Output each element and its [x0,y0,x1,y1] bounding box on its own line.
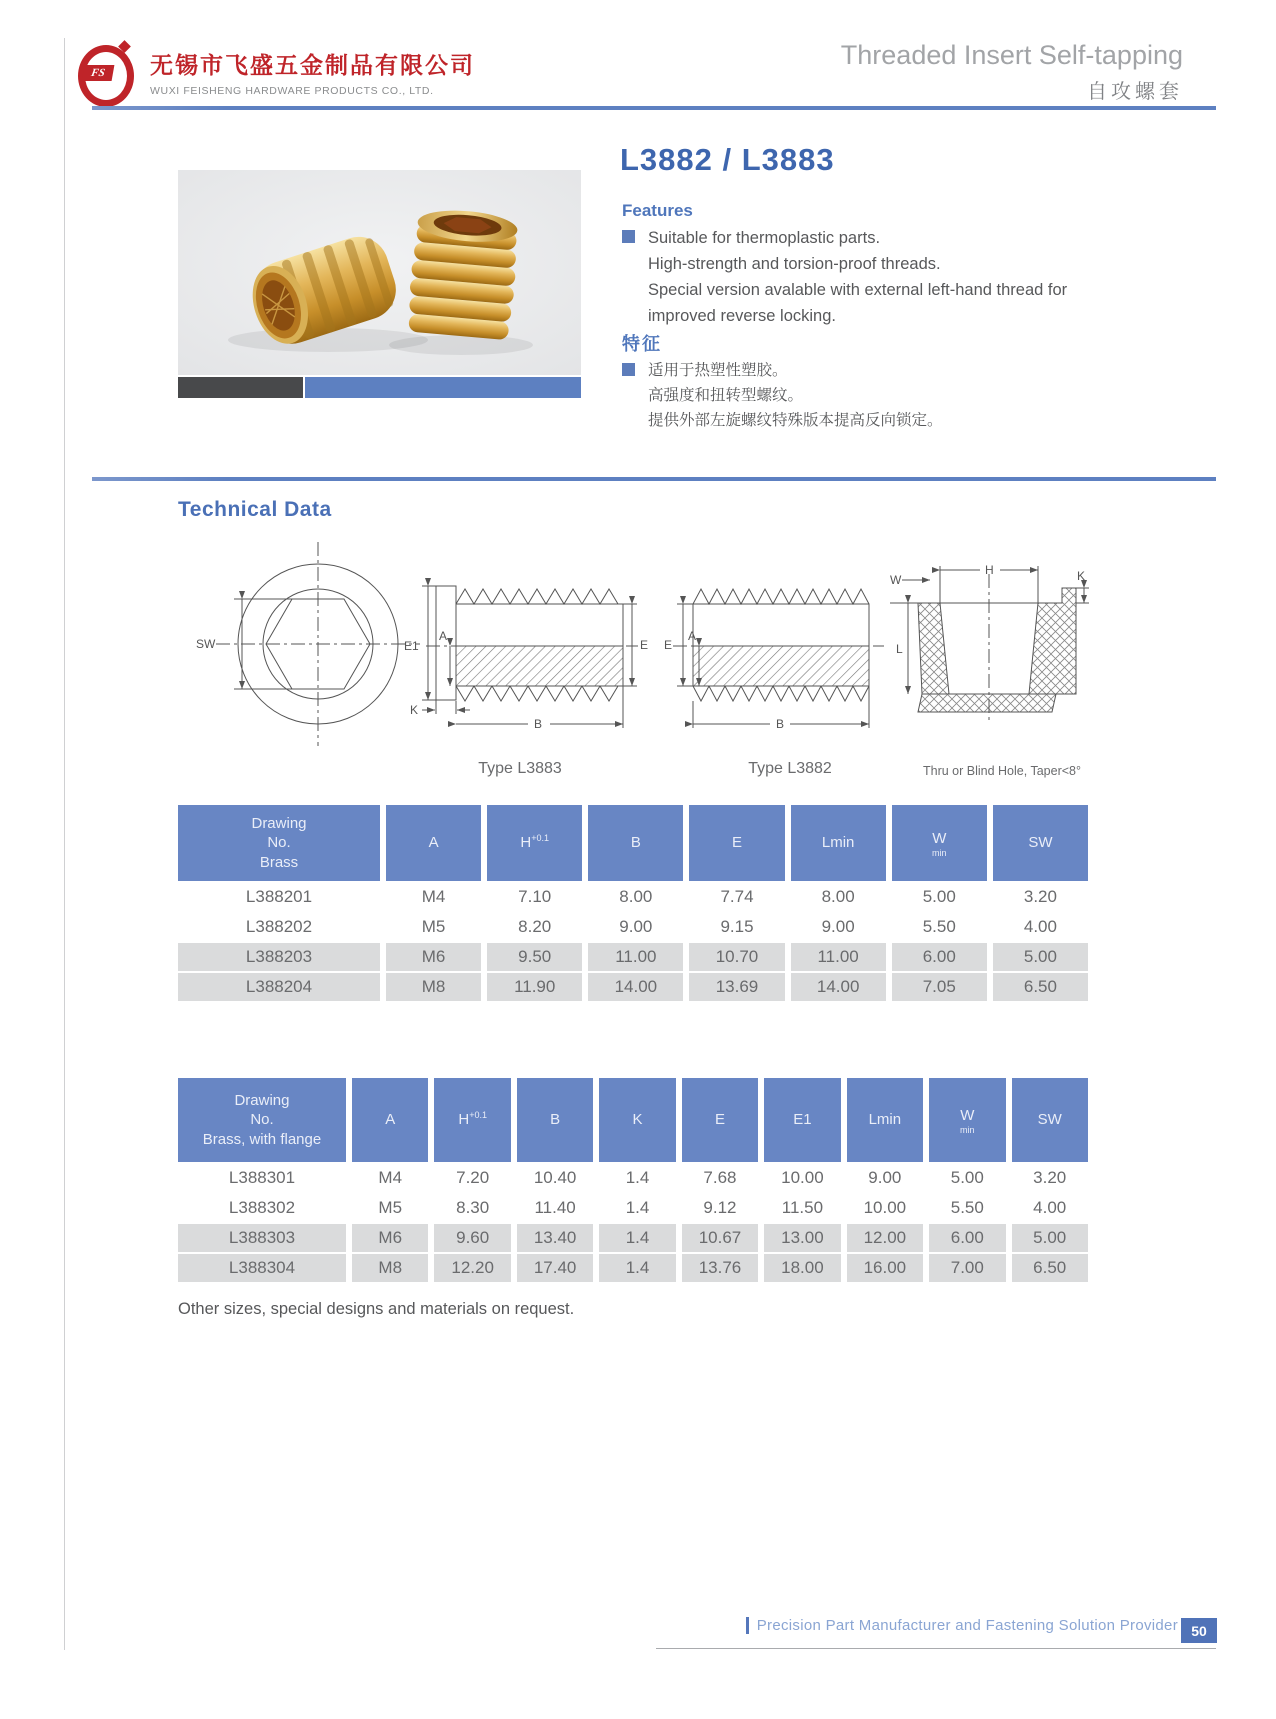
dim-value: 13.76 [682,1254,758,1282]
dim-value: 8.00 [619,887,653,906]
dim-label-b: B [534,717,543,731]
dim-label-w: W [890,573,902,587]
dim-value: 4.00 [1023,917,1057,936]
column-header: Lmin [847,1078,923,1162]
photo-caption-bar-dark [178,377,303,398]
footer [400,1617,1178,1634]
feature-bullet-icon [622,230,635,243]
technical-data-title: Technical Data [178,498,332,521]
company-name-en: WUXI FEISHENG HARDWARE PRODUCTS CO., LTD. [150,85,434,97]
features-list-en [648,225,1110,329]
logo-text: FS [82,65,115,81]
dim-value: 12.20 [434,1254,510,1282]
dim-label-k: K [1077,569,1086,583]
dim-value: 10.67 [682,1224,758,1252]
dim-value: M5 [378,1198,403,1217]
table-row [178,973,1088,1001]
dim-value: 12.00 [847,1224,923,1252]
column-header: E [689,805,784,881]
page-edge-line [64,38,65,1650]
table-row [178,1164,1088,1192]
table-row [178,1194,1088,1222]
table-row [178,1254,1088,1282]
dim-value: 7.00 [929,1254,1005,1282]
dim-value: 7.05 [892,973,987,1001]
dim-label-a: A [439,629,448,643]
column-header: Drawing No. Brass [178,805,380,881]
dim-value: 8.20 [518,917,552,936]
company-logo [76,42,134,104]
features-title-cn: 特征 [622,334,662,354]
dim-label-a: A [688,629,697,643]
dim-value: 7.10 [518,887,552,906]
dim-value: 8.30 [456,1198,490,1217]
dim-value: 7.68 [703,1168,737,1187]
drawing-number: L388303 [178,1224,346,1252]
footer-divider [656,1648,1216,1649]
dim-label-sw: SW [196,637,216,651]
dim-label-e: E [664,638,673,652]
table-header-row [178,805,1088,881]
product-photo [178,170,581,375]
footer-accent-bar [746,1617,749,1634]
dim-value: 6.50 [993,973,1088,1001]
header-divider [92,106,1216,110]
dim-value: 13.40 [517,1224,593,1252]
dim-value: 16.00 [847,1254,923,1282]
drawing-caption-l3882: Type L3882 [748,760,832,777]
dim-value: 5.00 [1012,1224,1088,1252]
column-header: SW [993,805,1088,881]
drawing-number: L388302 [228,1198,296,1217]
dimension-table-brass [178,805,1088,1003]
dim-value: 1.4 [599,1254,675,1282]
column-header: K [599,1078,675,1162]
dim-value: M8 [352,1254,428,1282]
dim-value: M4 [421,887,446,906]
dim-value: 7.20 [456,1168,490,1187]
feature-item: Suitable for thermoplastic parts. [648,229,881,247]
dim-value: 10.40 [533,1168,577,1187]
dim-value: M6 [386,943,481,971]
dim-value: 17.40 [517,1254,593,1282]
dim-value: 11.00 [588,943,683,971]
table-row [178,1224,1088,1252]
dim-value: 1.4 [599,1224,675,1252]
dim-value: 13.69 [689,973,784,1001]
dim-label-b: B [776,717,785,731]
dim-value: 5.50 [922,917,956,936]
feature-bullet-icon [622,363,635,376]
dim-value: 1.4 [625,1168,650,1187]
dim-label-k: K [410,703,419,717]
page-title-en: Threaded Insert Self-tapping [840,40,1183,70]
dim-value: 14.00 [588,973,683,1001]
dim-value: 6.00 [929,1224,1005,1252]
column-header: Lmin [791,805,886,881]
feature-item: 提供外部左旋螺纹特殊版本提高反向锁定。 [648,412,943,429]
table-row [178,913,1088,941]
drawing-caption-l3883: Type L3883 [478,760,562,777]
dim-value: 5.00 [993,943,1088,971]
table-row [178,943,1088,971]
page-title-cn: 自攻螺套 [1087,81,1183,103]
dim-value: 14.00 [791,973,886,1001]
dimension-table-brass-flange [178,1078,1088,1284]
dim-value: 9.12 [703,1198,737,1217]
page-number-badge: 50 [1181,1618,1217,1643]
dim-value: 9.00 [619,917,653,936]
feature-item: 适用于热塑性塑胶。 [648,362,788,379]
features-title-en: Features [622,201,693,220]
footer-tagline: Precision Part Manufacturer and Fastening Solution Provider [756,1617,1178,1634]
dim-value: 9.00 [868,1168,902,1187]
column-header: W min [929,1078,1005,1162]
drawing-number: L388304 [178,1254,346,1282]
dim-value: 1.4 [625,1198,650,1217]
product-photo-image [178,170,581,375]
feature-item: High-strength and torsion-proof threads. [648,255,941,273]
dim-value: 9.60 [434,1224,510,1252]
drawing-number: L388202 [245,917,313,936]
column-header: A [352,1078,428,1162]
dim-label-e: E [640,638,649,652]
dim-value: 7.74 [720,887,754,906]
column-header: $H^{+0.1}$ [487,805,582,881]
dim-value: 10.00 [781,1168,824,1187]
dim-value: M6 [352,1224,428,1252]
column-header: SW [1012,1078,1088,1162]
company-name-block [150,47,475,97]
dim-value: M8 [386,973,481,1001]
column-header: E1 [764,1078,840,1162]
column-header: $H^{+0.1}$ [434,1078,510,1162]
drawing-caption-hole: Thru or Blind Hole, Taper<8° [923,764,1081,778]
technical-drawings [178,528,1090,756]
footnote: Other sizes, special designs and materials on request. [178,1300,575,1318]
dim-value: 11.40 [534,1198,576,1217]
column-header: Drawing No. Brass, with flange [178,1078,346,1162]
drawing-number: L388203 [178,943,380,971]
features-list-cn [648,358,1110,433]
dim-value: 6.00 [892,943,987,971]
column-header: A [386,805,481,881]
feature-item: 高强度和扭转型螺纹。 [648,387,804,404]
dim-value: 9.50 [487,943,582,971]
drawing-number: L388204 [178,973,380,1001]
dim-label-l: L [896,642,903,656]
company-name-cn: 无锡市飞盛五金制品有限公司 [150,52,475,78]
dim-value: 11.90 [487,973,582,1001]
dim-value: 9.00 [821,917,855,936]
dim-value: 13.00 [764,1224,840,1252]
dim-value: 5.00 [950,1168,984,1187]
drawing-number: L388201 [245,887,313,906]
dim-value: M5 [421,917,446,936]
product-model-title: L3882 / L3883 [620,142,835,177]
dim-label-e1: E1 [404,639,419,653]
page-title [841,40,1183,104]
dim-value: 10.70 [689,943,784,971]
dim-value: 4.00 [1033,1198,1067,1217]
table-row [178,883,1088,911]
dim-value: 11.50 [781,1198,824,1217]
column-header: B [517,1078,593,1162]
dim-value: M4 [378,1168,403,1187]
dim-value: 9.15 [720,917,754,936]
section-divider [92,477,1216,481]
dim-value: 3.20 [1033,1168,1067,1187]
dim-value: 11.00 [791,943,886,971]
dim-value: 6.50 [1012,1254,1088,1282]
column-header: B [588,805,683,881]
dim-value: 18.00 [764,1254,840,1282]
photo-caption-bar-blue [305,377,581,398]
dim-value: 10.00 [863,1198,907,1217]
dim-value: 5.00 [922,887,956,906]
dim-value: 8.00 [821,887,855,906]
dim-value: 5.50 [950,1198,984,1217]
table-header-row [178,1078,1088,1162]
column-header: W min [892,805,987,881]
column-header: E [682,1078,758,1162]
dim-value: 3.20 [1023,887,1057,906]
drawing-number: L388301 [228,1168,296,1187]
feature-item: Special version avalable with external left-hand thread for improved reverse locking. [648,281,1068,325]
dim-label-h: H [985,563,994,577]
